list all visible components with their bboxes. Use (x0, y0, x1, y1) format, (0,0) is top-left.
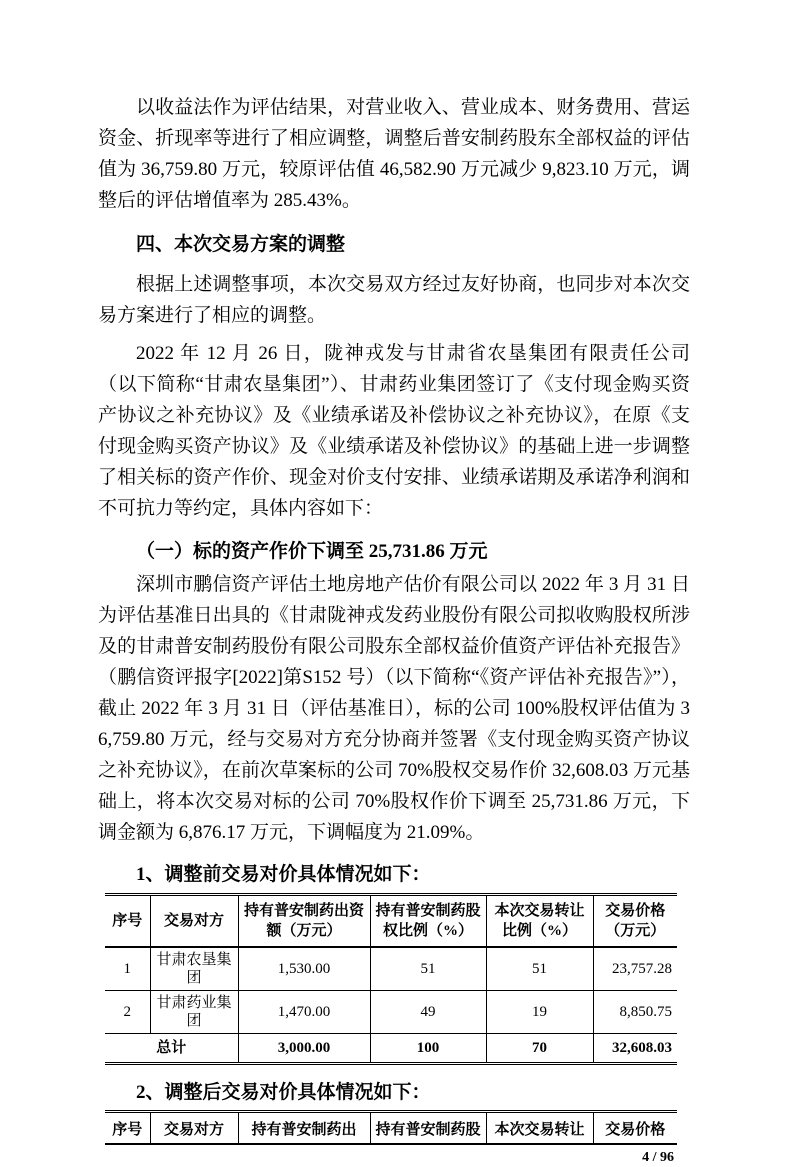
col-header-capital: 持有普安制药出资额（万元） (238, 895, 370, 948)
paragraph-valuation-result: 以收益法作为评估结果，对营业收入、营业成本、财务费用、营运资金、折现率等进行了相应调整，调整后普安制药股东全部权益的评估值为 36,759.80 万元，较原评估值 46,582.90 万元减少 9,823.10 万元，调整后的评估增值率为 285.43%。 (98, 97, 690, 211)
heading-subsection-1-price-cut: （一）标的资产作价下调至 25,731.86 万元 (136, 541, 488, 562)
page-number: 4 / 96 (642, 1150, 674, 1165)
cell-price: 23,757.28 (593, 947, 677, 991)
col-header-transfer-ratio: 本次交易转让 (486, 1112, 593, 1145)
cell-counterparty: 甘肃农垦集团 (150, 947, 238, 991)
cell-total-transfer-ratio: 70 (486, 1034, 593, 1064)
col-header-equity-ratio: 持有普安制药股权比例（%） (370, 895, 486, 948)
paragraph-adjustment-intro: 根据上述调整事项，本次交易双方经过友好协商，也同步对本次交易方案进行了相应的调整。 (98, 274, 690, 326)
cell-counterparty: 甘肃药业集团 (150, 991, 238, 1034)
paragraph-supplement-agreement: 2022 年 12 月 26 日，陇神戎发与甘肃省农垦集团有限责任公司（以下简称“甘肃农垦集团”）、甘肃药业集团签订了《支付现金购买资产协议之补充协议》及《业绩承诺及补偿协议之补充协议》，在原《支付现金购买资产协议》及《业绩承诺及补偿协议》的基础上进一步调整了相关标的资产作价、现金对价支付安排、业绩承诺期及承诺净利润和不可抗力等约定，具体内容如下： (98, 343, 690, 519)
cell-total-capital: 3,000.00 (238, 1034, 370, 1064)
cell-total-label: 总计 (156, 1040, 187, 1056)
cell-capital: 1,470.00 (238, 991, 370, 1034)
col-header-capital: 持有普安制药出 (238, 1112, 370, 1145)
col-header-counterparty: 交易对方 (150, 1112, 238, 1145)
cell-index: 1 (123, 961, 131, 977)
table-row (105, 947, 677, 991)
cell-capital: 1,530.00 (238, 947, 370, 991)
cell-equity-ratio: 49 (370, 991, 486, 1034)
col-header-price: 交易价格（万元） (593, 895, 677, 948)
cell-index: 2 (123, 1004, 131, 1020)
heading-table-after-adjustment: 2、调整后交易对价具体情况如下： (136, 1082, 431, 1103)
table-row (105, 991, 677, 1034)
paragraph-appraisal-report: 深圳市鹏信资产评估土地房地产估价有限公司以 2022 年 3 月 31 日为评估基准日出具的《甘肃陇神戎发药业股份有限公司拟收购股权所涉及的甘肃普安制药股份有限公司股东全部权益价值资产评估补充报告》（鹏信资评报字[2022]第S152 号）（以下简称“《资产评估补充报告》”），截止 2022 年 3 月 31 日（评估基准日），标的公司 100%股权评估值为 36,759.80 万元，经与交易对方充分协商并签署《支付现金购买资产协议之补充协议》，在前次草案标的公司 70%股权交易作价 32,608.03 万元基础上，将本次交易对标的公司 70%股权作价下调至 25,731.86 万元，下调金额为 6,876.17 万元，下调幅度为 21.09%。 (98, 574, 690, 843)
table-header-row (105, 1112, 677, 1145)
cell-total-equity-ratio: 100 (370, 1034, 486, 1064)
cell-price: 8,850.75 (593, 991, 677, 1034)
col-header-price: 交易价格 (593, 1112, 677, 1145)
col-header-counterparty: 交易对方 (150, 895, 238, 948)
cell-transfer-ratio: 51 (486, 947, 593, 991)
col-header-index: 序号 (112, 1121, 143, 1138)
table-total-row (105, 1034, 677, 1064)
cell-transfer-ratio: 19 (486, 991, 593, 1034)
heading-section-4: 四、本次交易方案的调整 (136, 234, 346, 255)
table-after-adjustment-partial (105, 1110, 677, 1145)
col-header-index: 序号 (112, 912, 143, 929)
table-before-adjustment (105, 893, 677, 1065)
table-header-row (105, 895, 677, 948)
cell-total-price: 32,608.03 (593, 1034, 677, 1064)
heading-table-before-adjustment: 1、调整前交易对价具体情况如下： (136, 864, 431, 885)
col-header-equity-ratio: 持有普安制药股 (370, 1112, 486, 1145)
col-header-transfer-ratio: 本次交易转让比例（%） (486, 895, 593, 948)
cell-equity-ratio: 51 (370, 947, 486, 991)
